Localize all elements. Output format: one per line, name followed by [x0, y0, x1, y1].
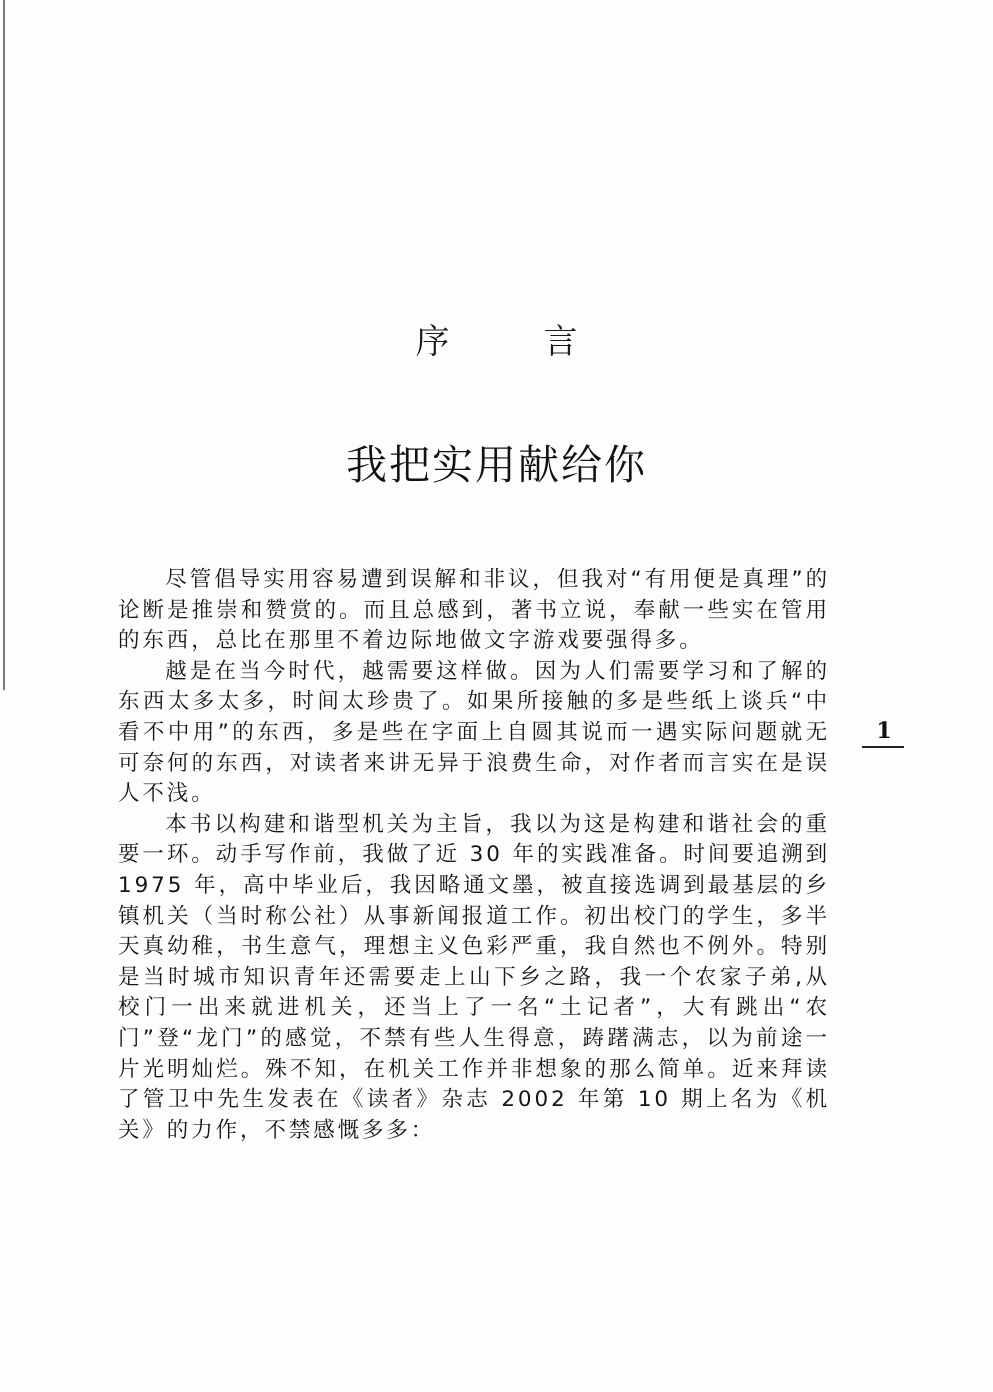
- body-text: [118, 565, 830, 1146]
- chapter-title: 我把实用献给你: [346, 441, 647, 490]
- paragraph: 越是在当今时代，越需要这样做。因为人们需要学习和了解的东西太多太多，时间太珍贵了。如果所接触的多是些纸上谈兵“中看不中用”的东西，多是些在字面上自圆其说而一遇实际问题就无可奈何的东西，对读者来讲无异于浪费生命，对作者而言实在是误人不浅。: [118, 658, 830, 807]
- section-heading: 序 言: [415, 322, 608, 363]
- paragraph: 尽管倡导实用容易遭到误解和非议，但我对“有用便是真理”的论断是推崇和赞赏的。而且总感到，著书立说，奉献一些实在管用的东西，总比在那里不着边际地做文字游戏要强得多。: [118, 567, 830, 654]
- paragraph: 本书以构建和谐型机关为主旨，我以为这是构建和谐社会的重要一环。动手写作前，我做了近 30 年的实践准备。时间要追溯到 1975 年，高中毕业后，我因略通文墨，被直接选调到最基层的乡镇机关（当时称公社）从事新闻报道工作。初出校门的学生，多半天真幼稚，书生意气，理想主义色彩严重，我自然也不例外。特别是当时城市知识青年还需要走上山下乡之路，我一个农家子弟,从校门一出来就进机关，还当上了一名“土记者”，大有跳出“农门”登“龙门”的感觉，不禁有些人生得意，踌躇满志，以为前途一片光明灿烂。殊不知，在机关工作并非想象的那么简单。近来拜读了管卫中先生发表在《读者》杂志 2002 年第 10 期上名为《机关》的力作，不禁感慨多多：: [118, 811, 830, 1143]
- page-number: 1: [876, 718, 892, 744]
- page-number-underline: [862, 746, 904, 748]
